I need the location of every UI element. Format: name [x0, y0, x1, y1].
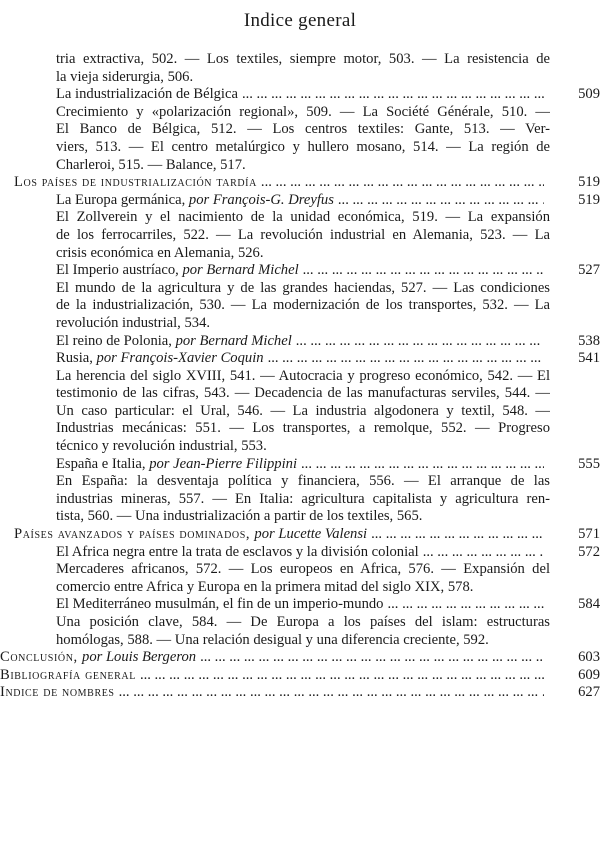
entry-title — [56, 456, 297, 474]
toc-part-entry — [0, 174, 600, 192]
toc-chapter-entry — [0, 596, 600, 614]
entry-title — [14, 526, 367, 544]
dot-leader — [334, 192, 544, 210]
toc-chapter-entry — [0, 192, 600, 210]
page-number: 541 — [578, 350, 600, 367]
entry-by: por — [182, 262, 207, 279]
summary-line: técnico y revolución industrial, 553. — [56, 438, 267, 455]
page-title: Indice general — [243, 10, 357, 31]
table-of-contents — [0, 51, 600, 702]
summary-line: Industrias mecánicas: 551. — Los transportes, a remolque, 552. — Progreso — [56, 420, 550, 437]
dot-leader — [419, 544, 544, 562]
page-number: 519 — [578, 191, 600, 208]
summary-line: Mercaderes africanos, 572. — Los europeos en Africa, 576. — Expansión del — [56, 561, 550, 578]
entry-title — [56, 262, 299, 280]
entry-title-text: Bibliografía general — [0, 666, 136, 683]
entry-author: Bernard Michel — [206, 262, 299, 279]
entry-title — [14, 174, 257, 192]
chapter-summary — [0, 561, 550, 596]
entry-title-text: Conclusión, — [0, 649, 83, 666]
page-number: 571 — [578, 526, 600, 543]
entry-by: por — [254, 526, 279, 543]
entry-title-text: El Africa negra entre la trata de esclavos y la división colonial — [56, 543, 419, 560]
entry-title-text: La industrialización de Bélgica — [56, 86, 238, 103]
summary-line: En España: la desventaja política y financiera, 556. — El arranque de las — [56, 473, 550, 490]
toc-section-entry — [0, 649, 600, 667]
summary-line: homólogas, 588. — Una relación desigual y una diferencia creciente, 592. — [56, 631, 489, 648]
entry-by: por — [82, 649, 106, 666]
entry-author: Louis Bergeron — [105, 649, 197, 666]
chapter-summary — [0, 280, 550, 333]
page-number: 509 — [578, 86, 600, 103]
entry-title-text: España e Italia, — [56, 455, 150, 472]
summary-line: de los ferrocarriles, 522. — La revolución industrial en Alemania, 523. — La — [56, 226, 550, 243]
entry-title-text: Los países de industrialización tardía — [14, 174, 257, 191]
summary-line: Una posición clave, 584. — De Europa a los países del islam: estructuras — [56, 614, 550, 630]
entry-author: François-Xavier Coquin — [120, 350, 264, 367]
entry-author: Lucette Valensi — [278, 526, 368, 543]
dot-leader — [383, 596, 544, 614]
toc-chapter-entry — [0, 350, 600, 368]
entry-title-text: Países avanzados y países dominados, — [14, 526, 255, 543]
toc-chapter-entry — [0, 333, 600, 351]
chapter-summary — [0, 473, 550, 526]
summary-line: la vieja siderurgia, 506. — [56, 68, 194, 85]
dot-leader — [264, 350, 544, 368]
chapter-summary — [0, 368, 550, 456]
toc-section-entry — [0, 667, 600, 685]
page-number: 527 — [578, 262, 600, 279]
dot-leader — [257, 174, 544, 192]
summary-line: tista, 560. — Una industrialización a partir de los textiles, 565. — [56, 508, 423, 525]
entry-title — [56, 544, 419, 562]
entry-by: por — [188, 191, 213, 208]
chapter-summary — [0, 104, 550, 174]
summary-line: Crecimiento y «polarización regional», 509. — La Société Générale, 510. — — [56, 103, 550, 120]
dot-leader — [367, 526, 544, 544]
page-number: 572 — [578, 543, 600, 560]
dot-leader — [292, 333, 544, 351]
page-number: 555 — [578, 455, 600, 472]
toc-chapter-entry — [0, 456, 600, 474]
toc-chapter-entry — [0, 262, 600, 280]
toc-chapter-entry — [0, 544, 600, 562]
page-number: 603 — [578, 649, 600, 666]
entry-title-text: Indice de nombres — [0, 684, 115, 701]
summary-line: El mundo de la agricultura y de las grandes haciendas, 527. — Las condiciones — [56, 279, 550, 296]
page-number: 538 — [578, 332, 600, 349]
entry-title-text: El Imperio austríaco, — [56, 262, 183, 279]
entry-title — [56, 333, 292, 351]
summary-line: comercio entre Africa y Europa en la primera mitad del siglo XIX, 578. — [56, 578, 474, 595]
summary-line: La herencia del siglo XVIII, 541. — Autocracia y progreso económico, 542. — El — [56, 367, 550, 384]
entry-author: Jean-Pierre Filippini — [173, 455, 298, 472]
summary-line: El Zollverein y el nacimiento de la unidad económica, 519. — La expansión — [56, 209, 550, 226]
chapter-summary — [0, 614, 550, 649]
summary-line: testimonio de las cifras, 543. — Decadencia de las manufacturas serviles, 544. — — [56, 385, 550, 402]
entry-author: François-G. Dreyfus — [212, 191, 334, 208]
dot-leader — [299, 262, 544, 280]
entry-title — [56, 350, 264, 368]
entry-author: Bernard Michel — [199, 332, 292, 349]
entry-title — [56, 86, 238, 104]
summary-line: crisis económica en Alemania, 526. — [56, 244, 264, 261]
entry-title-text: El Mediterráneo musulmán, el fin de un imperio-mundo — [56, 596, 384, 613]
entry-title — [56, 192, 334, 210]
summary-line: revolución industrial, 534. — [56, 314, 211, 331]
entry-title — [0, 684, 115, 702]
toc-section-entry — [0, 684, 600, 702]
entry-by: por — [96, 350, 121, 367]
toc-chapter-entry — [0, 86, 600, 104]
summary-line: de la industrialización, 530. — La modernización de los transportes, 532. — La — [56, 297, 550, 314]
page-number: 584 — [578, 596, 600, 613]
chapter-summary — [0, 51, 550, 86]
dot-leader — [115, 684, 544, 702]
summary-line: El Banco de Bélgica, 512. — Los centros textiles: Gante, 513. — Ver- — [56, 121, 550, 138]
entry-title-text: El reino de Polonia, — [56, 332, 176, 349]
chapter-summary — [0, 209, 550, 262]
entry-title — [0, 667, 136, 685]
entry-by: por — [175, 332, 200, 349]
summary-line: Charleroi, 515. — Balance, 517. — [56, 156, 246, 173]
summary-line: Un caso particular: el Ural, 546. — La industria algodonera y textil, 548. — — [56, 402, 550, 419]
entry-title — [56, 596, 383, 614]
page-number: 627 — [578, 684, 600, 701]
entry-by: por — [149, 455, 174, 472]
dot-leader — [297, 456, 544, 474]
page-number: 519 — [578, 174, 600, 191]
summary-line: viers, 513. — El centro metalúrgico y hullero mosano, 514. — La región de — [56, 138, 550, 155]
page-number: 609 — [578, 666, 600, 683]
dot-leader — [136, 667, 544, 685]
entry-title-text: La Europa germánica, — [56, 191, 189, 208]
dot-leader — [238, 86, 544, 104]
dot-leader — [196, 649, 544, 667]
entry-title-text: Rusia, — [56, 350, 97, 367]
entry-title — [0, 649, 196, 667]
toc-part-entry — [0, 526, 600, 544]
summary-line: tria extractiva, 502. — Los textiles, siempre motor, 503. — La resistencia de — [56, 51, 550, 67]
summary-line: industrias mineras, 557. — En Italia: agricultura capitalista y agricultura ren- — [56, 490, 550, 507]
